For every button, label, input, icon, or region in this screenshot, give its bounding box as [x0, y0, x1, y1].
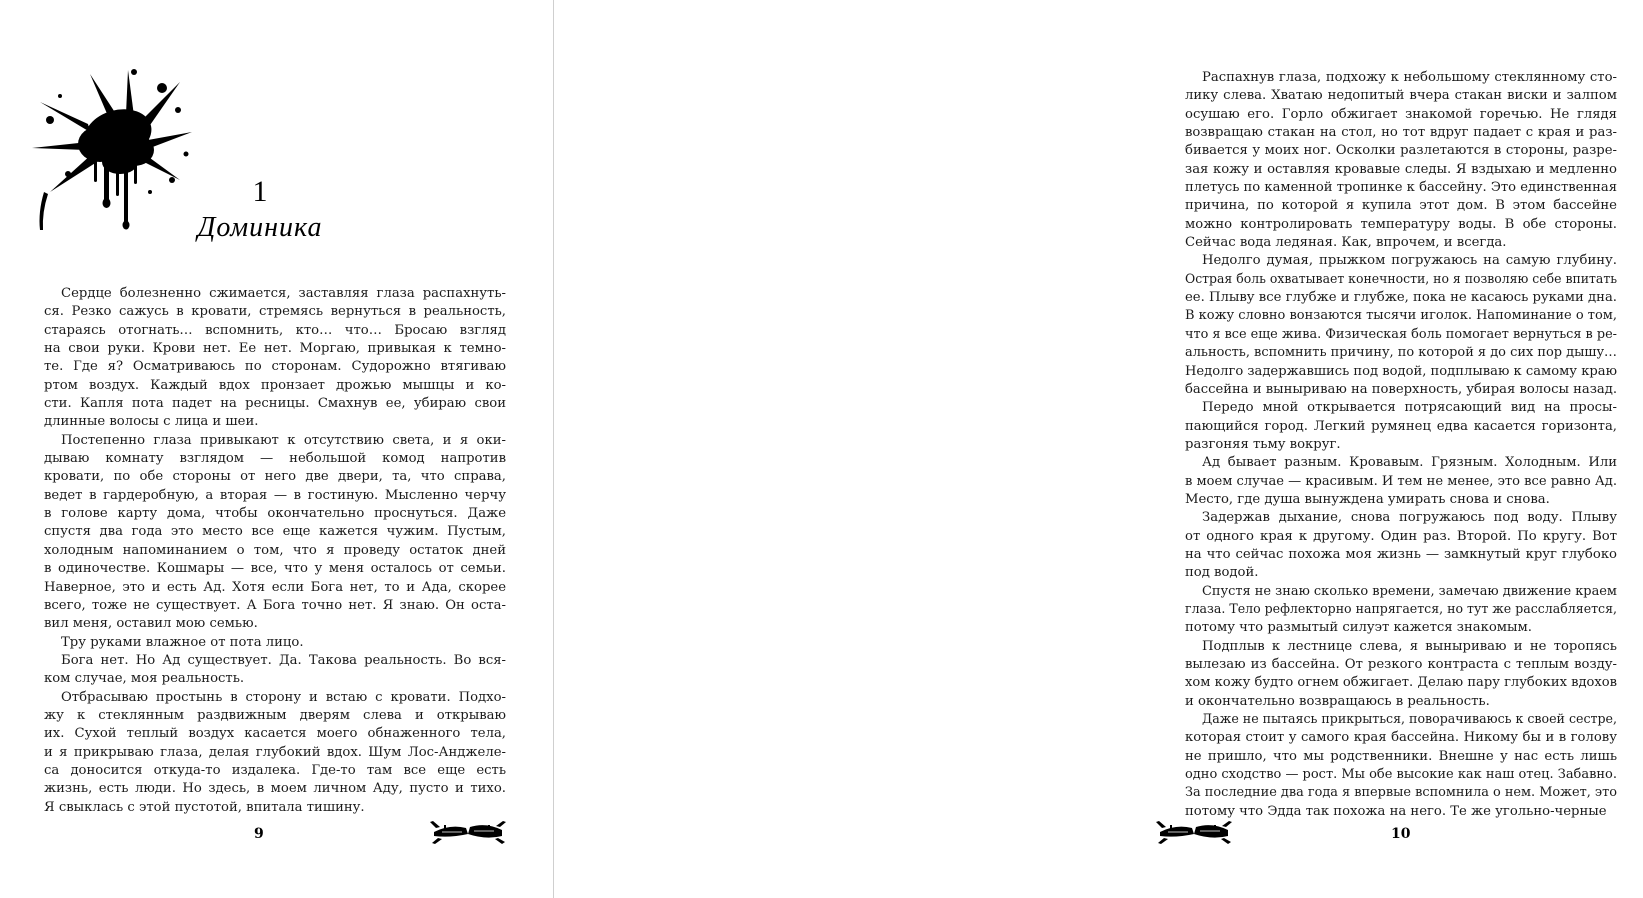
text-line: кровати, по обе стороны от него две двери, та, что справа, [44, 469, 506, 485]
text-line: жу к стеклянным раздвижным дверям слева и открываю [44, 707, 506, 723]
text-line: Подплыв к лестнице слева, я выныриваю и не торопясь [1202, 638, 1617, 654]
text-line: Недолго задержавшись под водой, подплываю к самому краю [1185, 363, 1617, 379]
text-line: глаза. Тело рефлекторно напрягается, но тут же расслабляется, [1185, 601, 1617, 617]
text-line: длинные волосы с лица и шеи. [44, 414, 259, 430]
text-line: вил меня, оставил мою семью. [44, 616, 258, 632]
chapter-number: 1 [252, 175, 268, 208]
text-line: которая стоит у самого края бассейна. Никому бы и в голову [1185, 730, 1617, 746]
text-line: осушаю его. Горло обжигает знакомой горечью. Не глядя [1185, 106, 1617, 122]
skeletal-hands-ornament-icon [1156, 818, 1232, 844]
text-line: всего, тоже не существует. А Бога точно нет. Я знаю. Он оста- [44, 597, 506, 613]
text-line: дываю комнату взглядом — небольшой комод напротив [44, 451, 506, 467]
text-line: Отбрасываю простынь в сторону и встаю с кровати. Подхо- [61, 689, 506, 705]
left-page [0, 0, 553, 898]
left-page-body-text [44, 285, 506, 817]
text-line: бивается у моих ног. Осколки разлетаются в стороны, разре- [1185, 143, 1617, 159]
text-line: Распахнув глаза, подхожу к небольшому стеклянному сто- [1202, 70, 1617, 85]
text-line: Тру руками влажное от пота лицо. [61, 634, 304, 650]
text-line: жизнь, есть люди. Но здесь, в моем личном Аду, пусто и тихо. [44, 781, 506, 797]
text-line: Сердце болезненно сжимается, заставляя глаза распахнуть- [61, 286, 506, 301]
text-line: вылезаю из бассейна. От резкого контраста с теплым возду- [1185, 657, 1617, 672]
text-line: в моем случае — красивым. И тем не менее, это все равно Ад. [1185, 473, 1617, 489]
chapter-title: Доминика [197, 212, 323, 243]
text-line: плетусь по каменной тропинке к бассейну. Это единственная [1185, 180, 1617, 196]
right-page [554, 0, 1617, 898]
text-line: их. Сухой теплый воздух касается моего обнаженного тела, [44, 726, 506, 742]
text-line: и окончательно возвращаюсь в реальность. [1185, 693, 1490, 709]
text-line: ее. Плыву все глубже и глубже, пока не касаюсь руками дна. [1185, 290, 1617, 306]
page-number-left: 9 [254, 826, 264, 842]
text-line: от одного края к другому. Один раз. Второй. По кругу. Вот [1185, 528, 1617, 544]
text-line: стараясь отогнать… вспомнить, кто… что… Бросаю взгляд [44, 322, 506, 338]
text-line: можно контролировать температуру воды. В обе стороны. [1185, 216, 1617, 232]
text-line: возвращаю стакан на стол, но тот вдруг падает с края и раз- [1185, 125, 1617, 141]
text-line: в голове карту дома, чтобы окончательно проснуться. Даже [44, 506, 506, 522]
text-line: са доносится откуда-то издалека. Где-то там все еще есть [44, 762, 506, 778]
text-line: ком случае, моя реальность. [44, 671, 245, 687]
text-line: Сейчас вода ледяная. Как, впрочем, и всегда. [1185, 235, 1507, 251]
text-line: что я все еще жива. Физическая боль помогает вернуться в ре- [1185, 326, 1617, 342]
text-line: в одиночестве. Кошмары — все, что у меня осталось от семьи. [44, 561, 506, 577]
text-line: пающийся город. Легкий румянец едва касается горизонта, [1185, 418, 1617, 434]
text-line: холодным напоминанием о том, что я проведу остаток дней [44, 542, 506, 558]
text-line: лику слева. Хватаю недопитый вчера стакан виски и залпом [1185, 88, 1617, 104]
text-line: ведет в гардеробную, а вторая — в гостиную. Мысленно черчу [44, 487, 506, 503]
text-line: Наверное, это и есть Ад. Хотя если Бога нет, то и Ада, скорее [44, 579, 506, 595]
text-line: сти. Капля пота падет на ресницы. Смахнув ее, убираю свои [44, 396, 506, 412]
text-line: и я прикрываю глаза, делая глубокий вдох. Шум Лос-Анджеле- [44, 744, 506, 760]
text-line: ртом воздух. Каждый вдох пронзает дрожью мышцы и ко- [44, 377, 506, 393]
page-number-right: 10 [1391, 826, 1411, 842]
text-line: Передо мной открывается потрясающий вид на просы- [1202, 400, 1617, 416]
text-line: на что сейчас похожа моя жизнь — замкнутый круг глубоко [1185, 546, 1617, 562]
text-line: те. Где я? Осматриваюсь по сторонам. Судорожно втягиваю [44, 359, 506, 375]
text-line: спустя два года это место все еще кажется чужим. Пустым, [44, 524, 506, 540]
text-line: разгоняя тьму вокруг. [1185, 436, 1341, 452]
text-line: потому что размытый силуэт кажется знакомым. [1185, 620, 1532, 636]
text-line: альность, вспомнить причину, по которой я до сих пор дышу… [1185, 345, 1617, 361]
text-line: зая кожу и оставляя кровавые следы. Я вздыхаю и медленно [1185, 161, 1617, 177]
text-line: причина, по которой я купила этот дом. В этом бассейне [1185, 198, 1617, 214]
text-line: Место, где душа вынуждена умирать снова и снова. [1185, 491, 1550, 507]
text-line: одно сходство — рост. Мы обе высокие как наш отец. Забавно. [1185, 767, 1617, 783]
text-line: ся. Резко сажусь в кровати, стремясь вернуться в реальность, [44, 304, 506, 320]
text-line: Острая боль охватывает конечности, но я позволяю себе впитать [1185, 271, 1617, 287]
text-line: бассейна и выныриваю на поверхность, убирая волосы назад. [1185, 381, 1617, 397]
skeletal-hands-ornament-icon [430, 818, 506, 844]
text-line: не пришло, что мы родственники. Внешне у нас есть лишь [1185, 748, 1617, 764]
text-line: Постепенно глаза привыкают к отсутствию света, и я оки- [61, 432, 506, 448]
text-line: Спустя не знаю сколько времени, замечаю движение краем [1202, 583, 1617, 599]
text-line: Даже не пытаясь прикрыться, поворачиваюсь к своей сестре, [1202, 712, 1617, 728]
text-line: хом кожу будто огнем обжигает. Делаю пару глубоких вдохов [1185, 675, 1617, 691]
right-page-body-text [1185, 69, 1617, 821]
text-line: За последние два года я впервые вспомнила о нем. Может, это [1185, 785, 1617, 801]
text-line: В кожу словно вонзаются тысячи иголок. Напоминание о том, [1185, 308, 1617, 324]
text-line: Недолго думая, прыжком погружаюсь на самую глубину. [1202, 253, 1617, 269]
text-line: Бога нет. Но Ад существует. Да. Такова реальность. Во вся- [61, 652, 506, 668]
text-line: под водой. [1185, 565, 1259, 581]
text-line: Ад бывает разным. Кровавым. Грязным. Холодным. Или [1202, 455, 1617, 471]
text-line: Задержав дыхание, снова погружаюсь под воду. Плыву [1202, 510, 1617, 526]
text-line: потому что Эдда так похожа на него. Те же угольно-черные [1185, 803, 1607, 819]
text-line: Я свыклась с этой пустотой, впитала тишину. [44, 799, 365, 815]
text-line: на свои руки. Крови нет. Ее нет. Моргаю, привыкая к темно- [44, 341, 506, 357]
